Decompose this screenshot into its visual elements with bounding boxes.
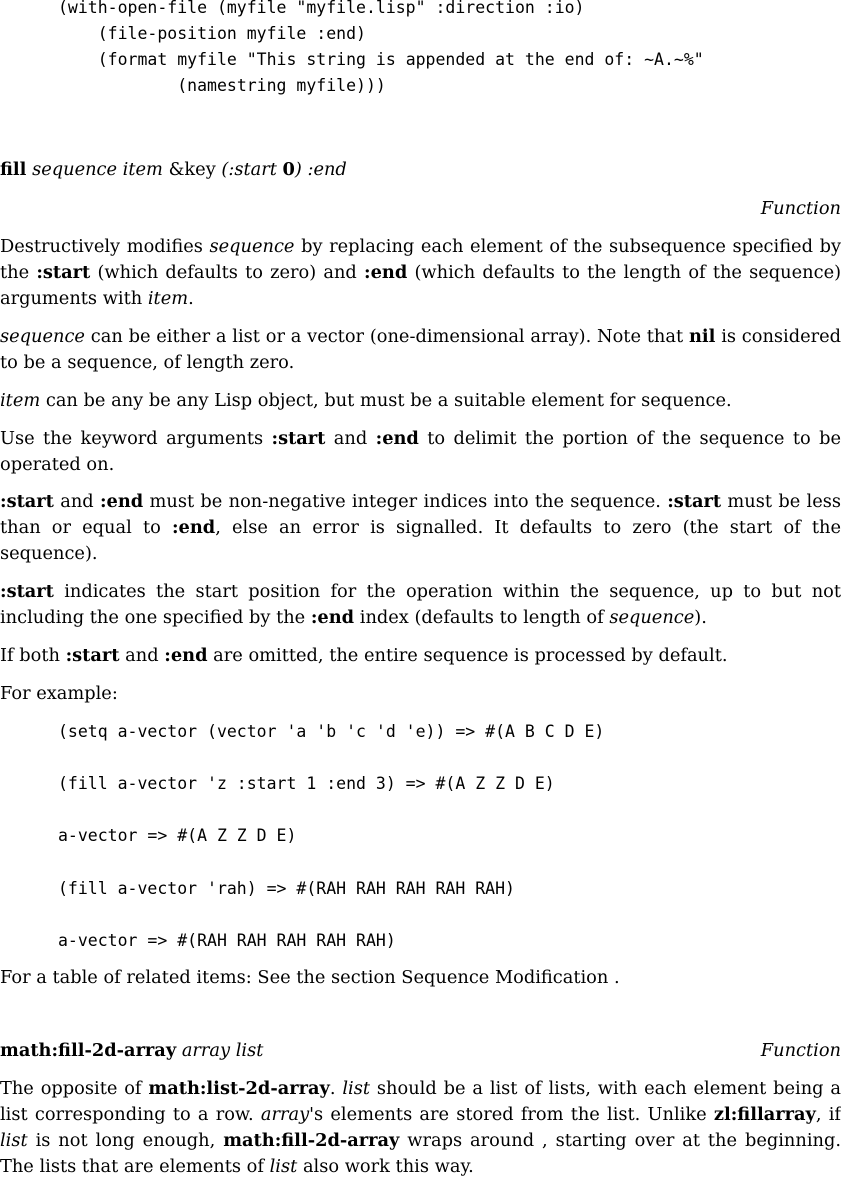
fill-paragraph-4: Use the keyword arguments :start and :end to delimit the portion of the sequence to be operated on. — [0, 428, 841, 475]
example-line-2: (fill a-vector 'z :start 1 :end 3) => #(A Z Z D E) — [58, 774, 555, 793]
fill-paragraph-6: :start indicates the start position for the operation within the sequence, up to but not including the one specified by the :end index (defaults to length of sequence). — [0, 581, 841, 628]
example-line-1: (setq a-vector (vector 'a 'b 'c 'd 'e)) => #(A B C D E) — [58, 722, 605, 741]
fill-2d-array-paragraph: The opposite of math:list-2d-array. list should be a list of lists, with each element being a list corresponding to a row. array's elements are stored from the list. Unlike zl:fillarray, if list is not long enough, math:fill-2d-array wraps around , starting over at the beginning. The lists that are elements of list also work this way. — [0, 1078, 841, 1177]
example-line-4: (fill a-vector 'rah) => #(RAH RAH RAH RAH RAH) — [58, 879, 515, 898]
fill-paragraph-2: sequence can be either a list or a vector (one-dimensional array). Note that nil is considered to be a sequence, of length zero. — [0, 326, 841, 373]
fill-2d-array-signature — [0, 1038, 263, 1064]
sig-close: ) :end — [294, 159, 347, 180]
fill-paragraph-7: If both :start and :end are omitted, the entire sequence is processed by default. — [0, 645, 728, 666]
example-line-5: a-vector => #(RAH RAH RAH RAH RAH) — [58, 931, 396, 950]
code-line: (file-position myfile :end) — [77, 24, 366, 43]
function-name: math:fill-2d-array — [0, 1040, 177, 1061]
fill-paragraph-5: :start and :end must be non-negative integer indices into the sequence. :start must be less than or equal to :end, else an error is signalled. It defaults to zero (the start of the sequence). — [0, 491, 841, 564]
fill-paragraph-1: Destructively modifies sequence by replacing each element of the subsequence specified by the :start (which defaults to zero) and :end (which defaults to the length of the sequence) arguments with item. — [0, 236, 841, 309]
key-marker: &key — [168, 159, 216, 180]
fill-2d-array-kind-label: Function — [760, 1040, 841, 1061]
sig-default: 0 — [282, 159, 295, 180]
function-name: fill — [0, 159, 27, 180]
code-line: (with-open-file (myfile "myfile.lisp" :direction :io) — [58, 0, 585, 17]
code-line: (namestring myfile))) — [77, 76, 386, 95]
function-args: sequence item — [32, 159, 163, 180]
sig-open: (:start — [221, 159, 277, 180]
fill-paragraph-3: item can be any be any Lisp object, but must be a suitable element for sequence. — [0, 390, 732, 411]
fill-kind-label: Function — [760, 198, 841, 219]
function-args: array list — [181, 1040, 264, 1061]
fill-signature — [0, 157, 347, 183]
code-line: (format myfile "This string is appended at the end of: ~A.~%" — [77, 50, 704, 69]
example-line-3: a-vector => #(A Z Z D E) — [58, 826, 297, 845]
related-items-line: For a table of related items: See the section Sequence Modification . — [0, 967, 620, 988]
code-block-with-open-file — [58, 0, 704, 99]
fill-paragraph-8: For example: — [0, 683, 118, 704]
